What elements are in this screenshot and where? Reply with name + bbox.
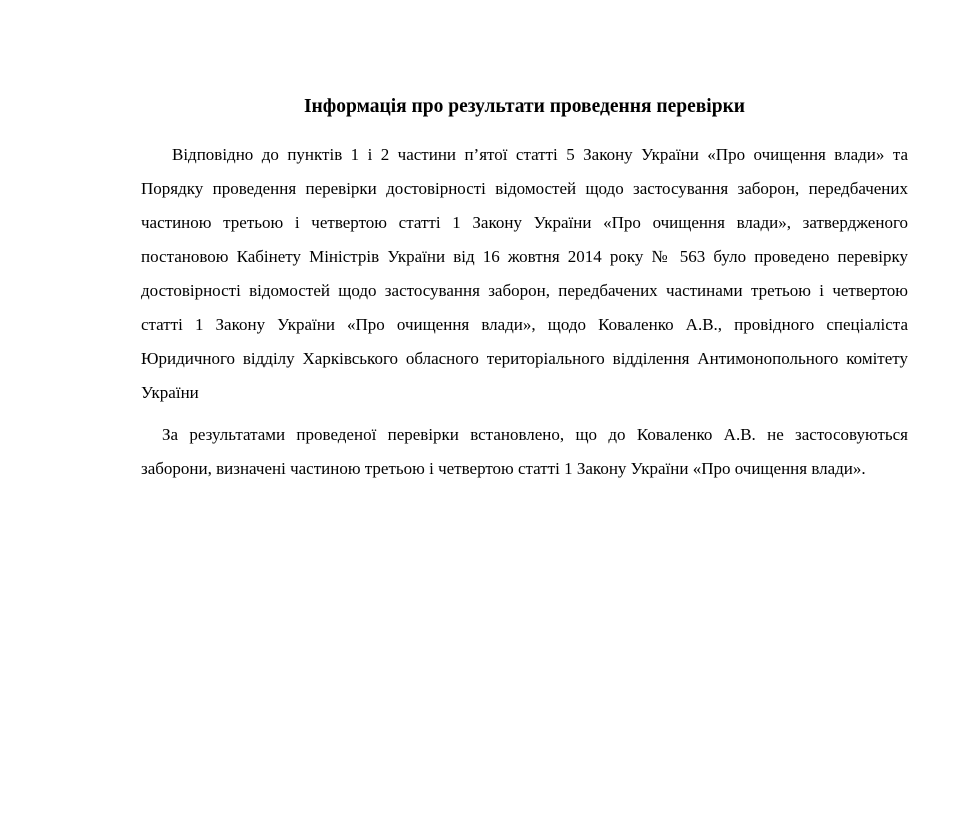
document-title: Інформація про результати проведення перевірки (303, 96, 746, 117)
paragraph-verification-basis: Відповідно до пунктів 1 і 2 частини п’ятої статті 5 Закону України «Про очищення влади» та Порядку проведення перевірки достовірності відомостей щодо застосування заборон, передбачених частиною третьою і четвертою статті 1 Закону України «Про очищення влади», затвердженого постановою Кабінету Міністрів України від 16 жовтня 2014 року № 563 було проведено перевірку достовірності відомостей щодо застосування заборон, передбачених частинами третьою і четвертою статті 1 Закону України «Про очищення влади», щодо Коваленко А.В., провідного спеціаліста Юридичного відділу Харківського обласного територіального відділення Антимонопольного комітету України (141, 145, 908, 402)
paragraph-verification-result: За результатами проведеної перевірки встановлено, що до Коваленко А.В. не застосовуються заборони, визначені частиною третьою і четвертою статті 1 Закону України «Про очищення влади». (141, 425, 908, 478)
document-body (141, 92, 908, 486)
